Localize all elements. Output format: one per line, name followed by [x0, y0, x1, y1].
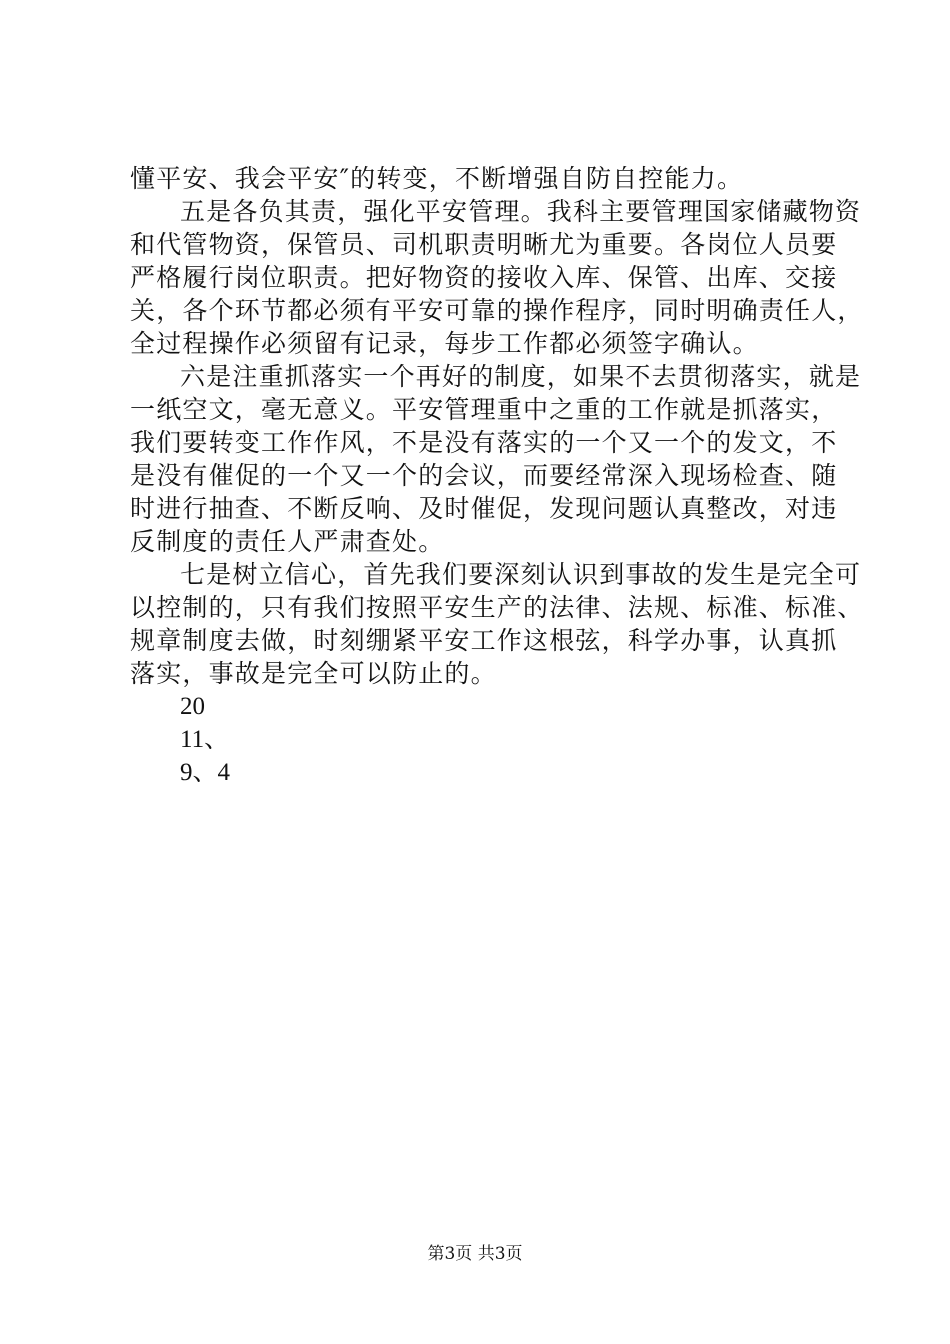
date-line-year: 20: [180, 693, 205, 720]
date-block: [130, 690, 850, 789]
text-line: 以控制的，只有我们按照平安生产的法律、法规、标准、标准、: [130, 593, 864, 622]
date-line-month: 11、: [180, 726, 230, 753]
text-line: 关，各个环节都必须有平安可靠的操作程序，同时明确责任人，: [130, 296, 864, 325]
text-line: 和代管物资，保管员、司机职责明晰尤为重要。各岗位人员要: [130, 230, 838, 259]
text-line: 时进行抽查、不断反响、及时催促，发现问题认真整改，对违: [130, 494, 838, 523]
text-line: 一纸空文，毫无意义。平安管理重中之重的工作就是抓落实，: [130, 395, 838, 424]
page-footer: 第3页 共3页: [427, 1244, 523, 1264]
paragraph-seven-first-line: 七是树立信心，首先我们要深刻认识到事故的发生是完全可: [180, 560, 862, 589]
text-line: 是没有催促的一个又一个的会议，而要经常深入现场检查、随: [130, 461, 838, 490]
text-line: 懂平安、我会平安″的转变，不断增强自防自控能力。: [130, 164, 744, 193]
text-line: 反制度的责任人严肃查处。: [130, 527, 445, 556]
text-line: 规章制度去做，时刻绷紧平安工作这根弦，科学办事，认真抓: [130, 626, 838, 655]
date-line-day: 9、4: [180, 759, 231, 786]
paragraph-five-first-line: 五是各负其责，强化平安管理。我科主要管理国家储藏物资: [180, 197, 862, 226]
text-line: 我们要转变工作作风，不是没有落实的一个又一个的发文，不: [130, 428, 838, 457]
document-body: [130, 162, 864, 789]
text-line: 严格履行岗位职责。把好物资的接收入库、保管、出库、交接: [130, 263, 838, 292]
paragraph-six-first-line: 六是注重抓落实一个再好的制度，如果不去贯彻落实，就是: [180, 362, 862, 391]
text-line: 落实，事故是完全可以防止的。: [130, 659, 497, 688]
text-line: 全过程操作必须留有记录，每步工作都必须签字确认。: [130, 329, 759, 358]
